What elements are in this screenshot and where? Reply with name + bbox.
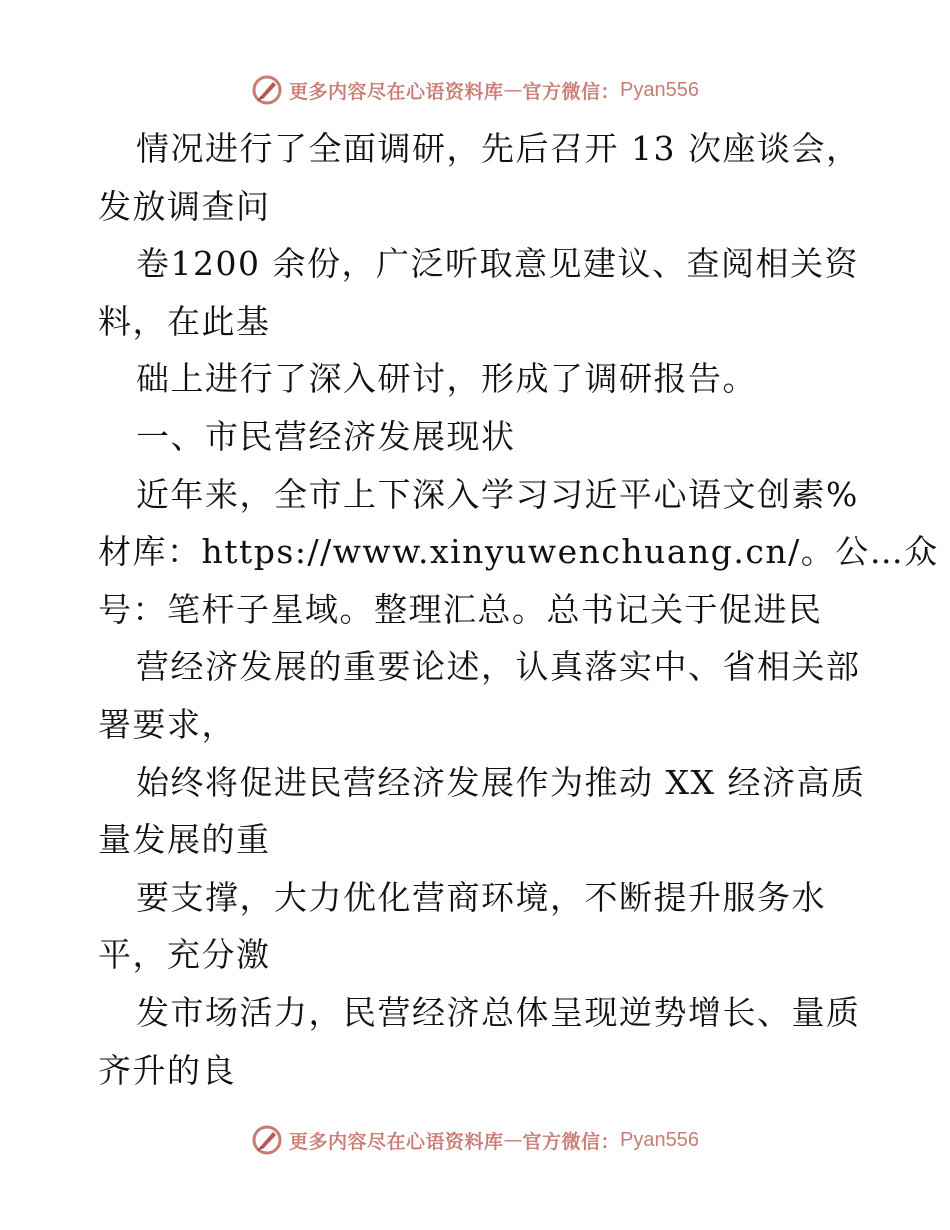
banner-official-label: 官方微信：	[522, 80, 621, 103]
text-line: 量发展的重	[98, 820, 271, 860]
text-line: 础上进行了深入研讨，形成了调研报告。	[136, 359, 757, 399]
text-line: 号：笔杆子星域。整理汇总。总书记关于促进民	[98, 589, 823, 629]
banner-wechat-id: Pyan556	[620, 78, 699, 101]
text-line: 近年来，全市上下深入学习习近平心语文创素%	[136, 474, 859, 514]
banner-official-label: 官方微信：	[522, 1130, 621, 1153]
text-line: 始终将促进民营经济发展作为推动 XX 经济高质	[136, 762, 866, 802]
text-line: 平，充分激	[98, 935, 271, 975]
quill-logo-icon	[251, 74, 283, 106]
text-line: 发放调查问	[98, 186, 271, 226]
banner-title: 更多内容尽在心语资料库	[289, 1130, 504, 1153]
text-line: 营经济发展的重要论述，认真落实中、省相关部	[136, 647, 861, 687]
banner-separator: —	[503, 79, 523, 101]
banner-separator: —	[503, 1129, 523, 1151]
document-body	[98, 120, 939, 1099]
text-line: 署要求，	[98, 704, 236, 744]
banner-wechat-id: Pyan556	[620, 1128, 699, 1151]
footer-banner	[0, 1120, 950, 1160]
text-line: 齐升的良	[98, 1050, 236, 1090]
text-line: 发市场活力，民营经济总体呈现逆势增长、量质	[136, 992, 861, 1032]
text-line: 卷1200 余份，广泛听取意见建议、查阅相关资	[136, 244, 859, 284]
text-line: 料，在此基	[98, 301, 271, 341]
header-banner	[0, 70, 950, 110]
text-line: 材库：https://www.xinyuwenchuang.cn/。公…众	[98, 532, 939, 572]
text-line: 情况进行了全面调研，先后召开 13 次座谈会，	[136, 129, 861, 168]
quill-logo-icon	[251, 1124, 283, 1156]
section-heading: 一、市民营经济发展现状	[136, 416, 516, 456]
banner-title: 更多内容尽在心语资料库	[289, 80, 504, 103]
text-line: 要支撑，大力优化营商环境，不断提升服务水	[136, 877, 826, 917]
